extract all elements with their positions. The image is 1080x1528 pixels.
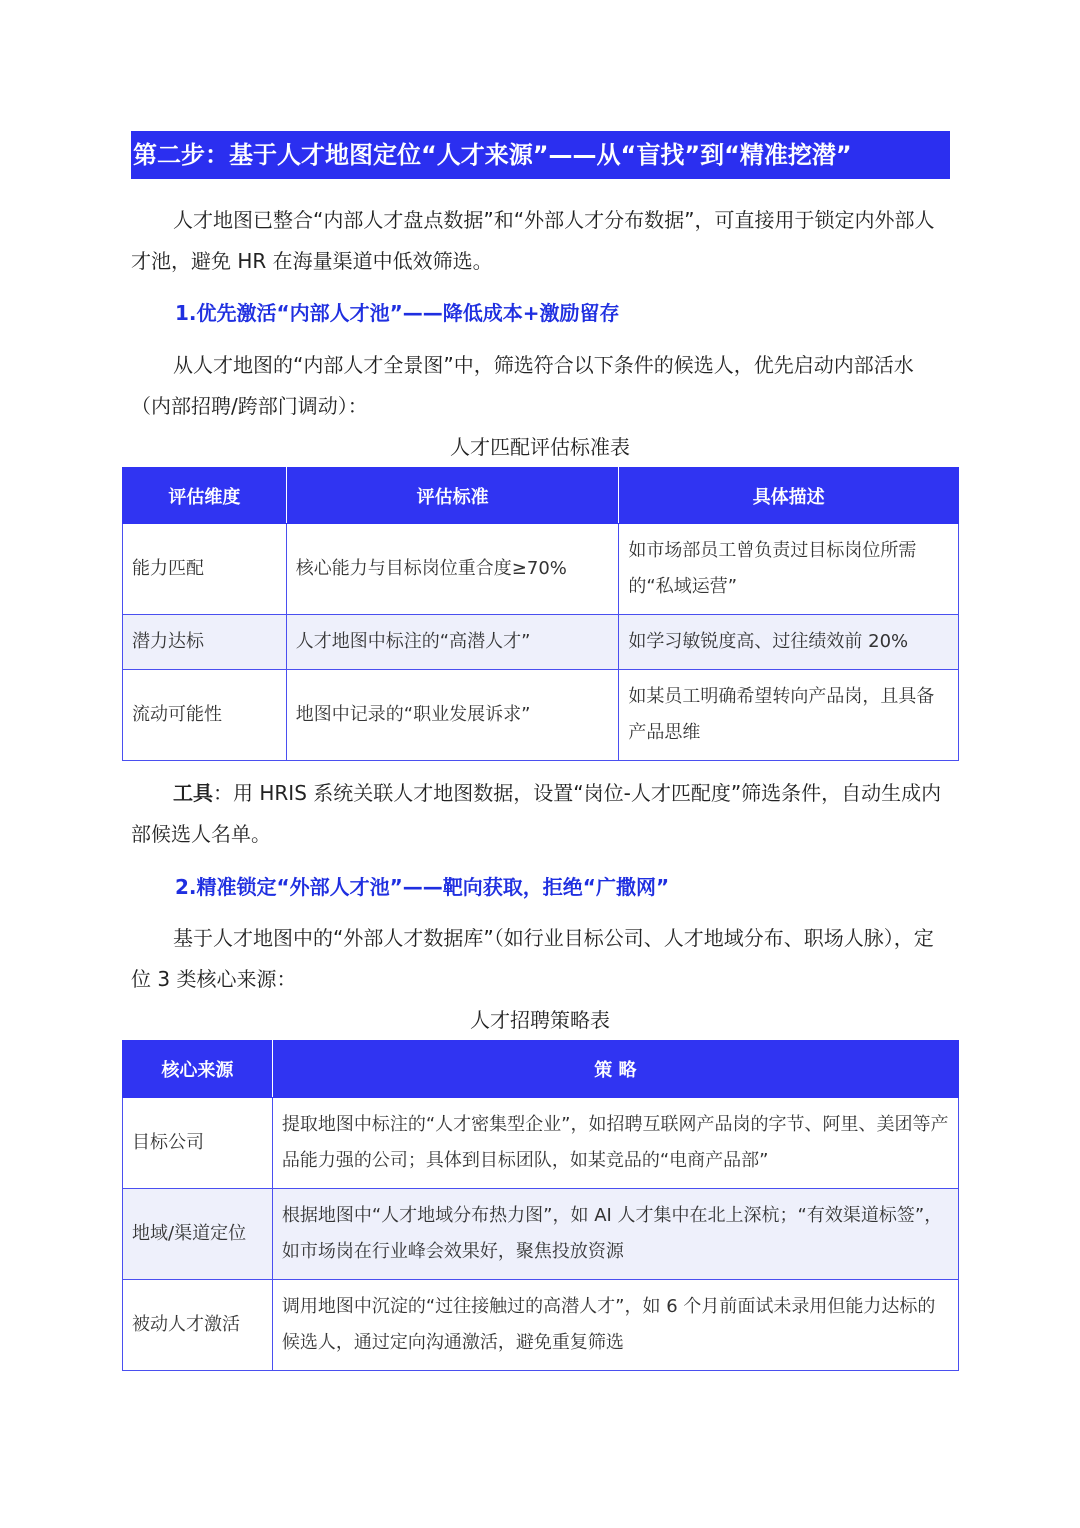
table-header-row — [123, 468, 959, 524]
table-row — [123, 1280, 959, 1371]
table-header-cell: 核心来源 — [123, 1041, 273, 1098]
table-row — [123, 1098, 959, 1189]
table1-caption: 人才匹配评估标准表 — [450, 435, 630, 459]
section1-heading: 1.优先激活“内部人才池”——降低成本+激励留存 — [175, 301, 620, 325]
table-row — [123, 615, 959, 670]
tool-text: ：用 HRIS 系统关联人才地图数据，设置“岗位-人才匹配度”筛选条件，自动生成内部候选人名单。 — [131, 781, 942, 846]
table-cell: 流动可能性 — [123, 670, 287, 761]
section2-paragraph: 基于人才地图中的“外部人才数据库”（如行业目标公司、人才地域分布、职场人脉），定位 3 类核心来源： — [131, 926, 934, 991]
table-cell: 地图中记录的“职业发展诉求” — [286, 670, 619, 761]
intro-paragraph: 人才地图已整合“内部人才盘点数据”和“外部人才分布数据”，可直接用于锁定内外部人才池，避免 HR 在海量渠道中低效筛选。 — [131, 208, 935, 273]
table2-caption: 人才招聘策略表 — [470, 1008, 610, 1032]
table-row — [123, 1189, 959, 1280]
section1-paragraph: 从人才地图的“内部人才全景图”中，筛选符合以下条件的候选人，优先启动内部活水（内部招聘/跨部门调动）： — [131, 353, 914, 418]
table-cell: 调用地图中沉淀的“过往接触过的高潜人才”，如 6 个月前面试未录用但能力达标的候选人，通过定向沟通激活，避免重复筛选 — [272, 1280, 958, 1371]
table-cell: 目标公司 — [123, 1098, 273, 1189]
tool-paragraph — [131, 773, 949, 855]
table-header-cell: 具体描述 — [619, 468, 959, 524]
tool-label: 工具 — [173, 781, 213, 805]
table-header-cell: 策 略 — [272, 1041, 958, 1098]
table-cell: 根据地图中“人才地域分布热力图”，如 AI 人才集中在北上深杭；“有效渠道标签”，如市场岗在行业峰会效果好，聚焦投放资源 — [272, 1189, 958, 1280]
table-cell: 地域/渠道定位 — [123, 1189, 273, 1280]
table-cell: 被动人才激活 — [123, 1280, 273, 1371]
table-cell: 提取地图中标注的“人才密集型企业”，如招聘互联网产品岗的字节、阿里、美团等产品能力强的公司；具体到目标团队，如某竞品的“电商产品部” — [272, 1098, 958, 1189]
section2-heading: 2.精准锁定“外部人才池”——靶向获取，拒绝“广撒网” — [175, 875, 670, 899]
table-row — [123, 670, 959, 761]
table-cell: 潜力达标 — [123, 615, 287, 670]
section-banner-title: 第二步：基于人才地图定位“人才来源”——从“盲找”到“精准挖潜” — [131, 131, 950, 179]
table-cell: 能力匹配 — [123, 524, 287, 615]
talent-match-table — [122, 467, 959, 761]
recruit-strategy-table — [122, 1040, 959, 1371]
table-cell: 人才地图中标注的“高潜人才” — [286, 615, 619, 670]
table-cell: 如市场部员工曾负责过目标岗位所需的“私域运营” — [619, 524, 959, 615]
table-header-cell: 评估标准 — [286, 468, 619, 524]
table-cell: 核心能力与目标岗位重合度≥70% — [286, 524, 619, 615]
table-header-row — [123, 1041, 959, 1098]
table-header-cell: 评估维度 — [123, 468, 287, 524]
table-cell: 如学习敏锐度高、过往绩效前 20% — [619, 615, 959, 670]
table-row — [123, 524, 959, 615]
table-cell: 如某员工明确希望转向产品岗，且具备产品思维 — [619, 670, 959, 761]
